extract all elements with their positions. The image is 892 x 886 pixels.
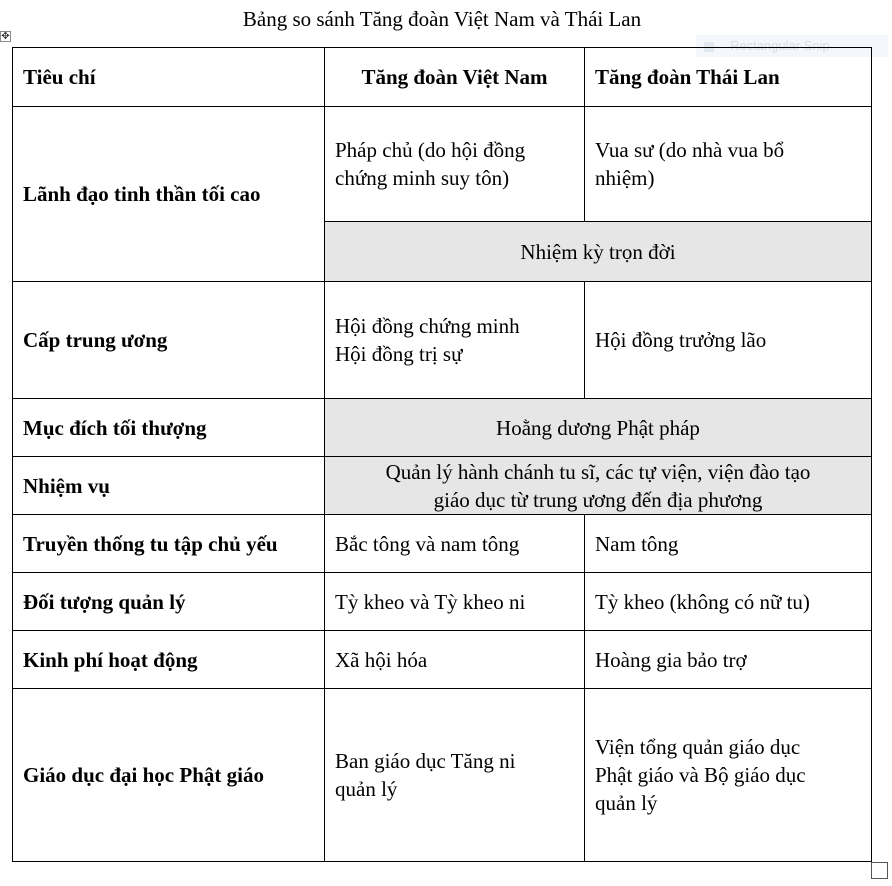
criterion-tradition: Truyền thống tu tập chủ yếu — [13, 515, 325, 573]
cell-vn-funding: Xã hội hóa — [325, 631, 585, 689]
comparison-table — [12, 47, 872, 862]
criterion-central: Cấp trung ương — [13, 282, 325, 399]
cell-line: quản lý — [595, 791, 658, 815]
criterion-purpose: Mục đích tối thượng — [13, 399, 325, 457]
table-row — [13, 515, 872, 573]
cell-line: quản lý — [335, 777, 398, 801]
cell-line: Viện tổng quản giáo dục — [595, 735, 801, 759]
header-criterion: Tiêu chí — [13, 48, 325, 107]
criterion-duty: Nhiệm vụ — [13, 457, 325, 515]
cell-line: Ban giáo dục Tăng ni — [335, 749, 516, 773]
header-thailand: Tăng đoàn Thái Lan — [585, 48, 872, 107]
cell-vn-education — [325, 689, 585, 862]
move-cross-icon[interactable]: ✥ — [1, 30, 10, 42]
table-header-row — [13, 48, 872, 107]
cell-vn-tradition: Bắc tông và nam tông — [325, 515, 585, 573]
table-row — [13, 457, 872, 515]
criterion-education: Giáo dục đại học Phật giáo — [13, 689, 325, 862]
criterion-subjects: Đối tượng quản lý — [13, 573, 325, 631]
cell-line: Hội đồng trị sự — [335, 342, 463, 366]
cell-th-education — [585, 689, 872, 862]
cell-line: Hội đồng chứng minh — [335, 314, 520, 338]
table-row — [13, 573, 872, 631]
cell-line: Phật giáo và Bộ giáo dục — [595, 763, 806, 787]
cell-line: Quản lý hành chánh tu sĩ, các tự viện, viện đào tạo — [385, 459, 811, 484]
table-row — [13, 107, 872, 222]
cell-shared-term: Nhiệm kỳ trọn đời — [325, 222, 872, 282]
cell-line: Vua sư (do nhà vua bổ — [595, 138, 785, 162]
cell-line: Pháp chủ (do hội đồng — [335, 138, 526, 162]
cell-shared-duty — [325, 457, 872, 515]
cell-line: chứng minh suy tôn) — [335, 166, 510, 190]
document-title: Bảng so sánh Tăng đoàn Việt Nam và Thái Lan — [242, 7, 642, 31]
cell-shared-purpose: Hoằng dương Phật pháp — [325, 399, 872, 457]
table-row — [13, 399, 872, 457]
criterion-funding: Kinh phí hoạt động — [13, 631, 325, 689]
cell-vn-subjects: Tỳ kheo và Tỳ kheo ni — [325, 573, 585, 631]
cell-th-central: Hội đồng trưởng lão — [585, 282, 872, 399]
cell-th-tradition: Nam tông — [585, 515, 872, 573]
table-row — [13, 689, 872, 862]
cell-th-subjects: Tỳ kheo (không có nữ tu) — [585, 573, 872, 631]
table-row — [13, 631, 872, 689]
cell-line: giáo dục từ trung ương đến địa phương — [433, 487, 763, 512]
cell-th-leadership — [585, 107, 872, 222]
cell-th-funding: Hoàng gia bảo trợ — [585, 631, 872, 689]
cell-vn-leadership — [325, 107, 585, 222]
cell-vn-central — [325, 282, 585, 399]
criterion-leadership: Lãnh đạo tinh thần tối cao — [13, 107, 325, 282]
resize-square-icon[interactable] — [871, 862, 888, 879]
table-row — [13, 282, 872, 399]
cell-line: nhiệm) — [595, 166, 655, 190]
snip-tooltip-label: Rectangular Snip — [730, 38, 830, 53]
header-vietnam: Tăng đoàn Việt Nam — [325, 48, 585, 107]
